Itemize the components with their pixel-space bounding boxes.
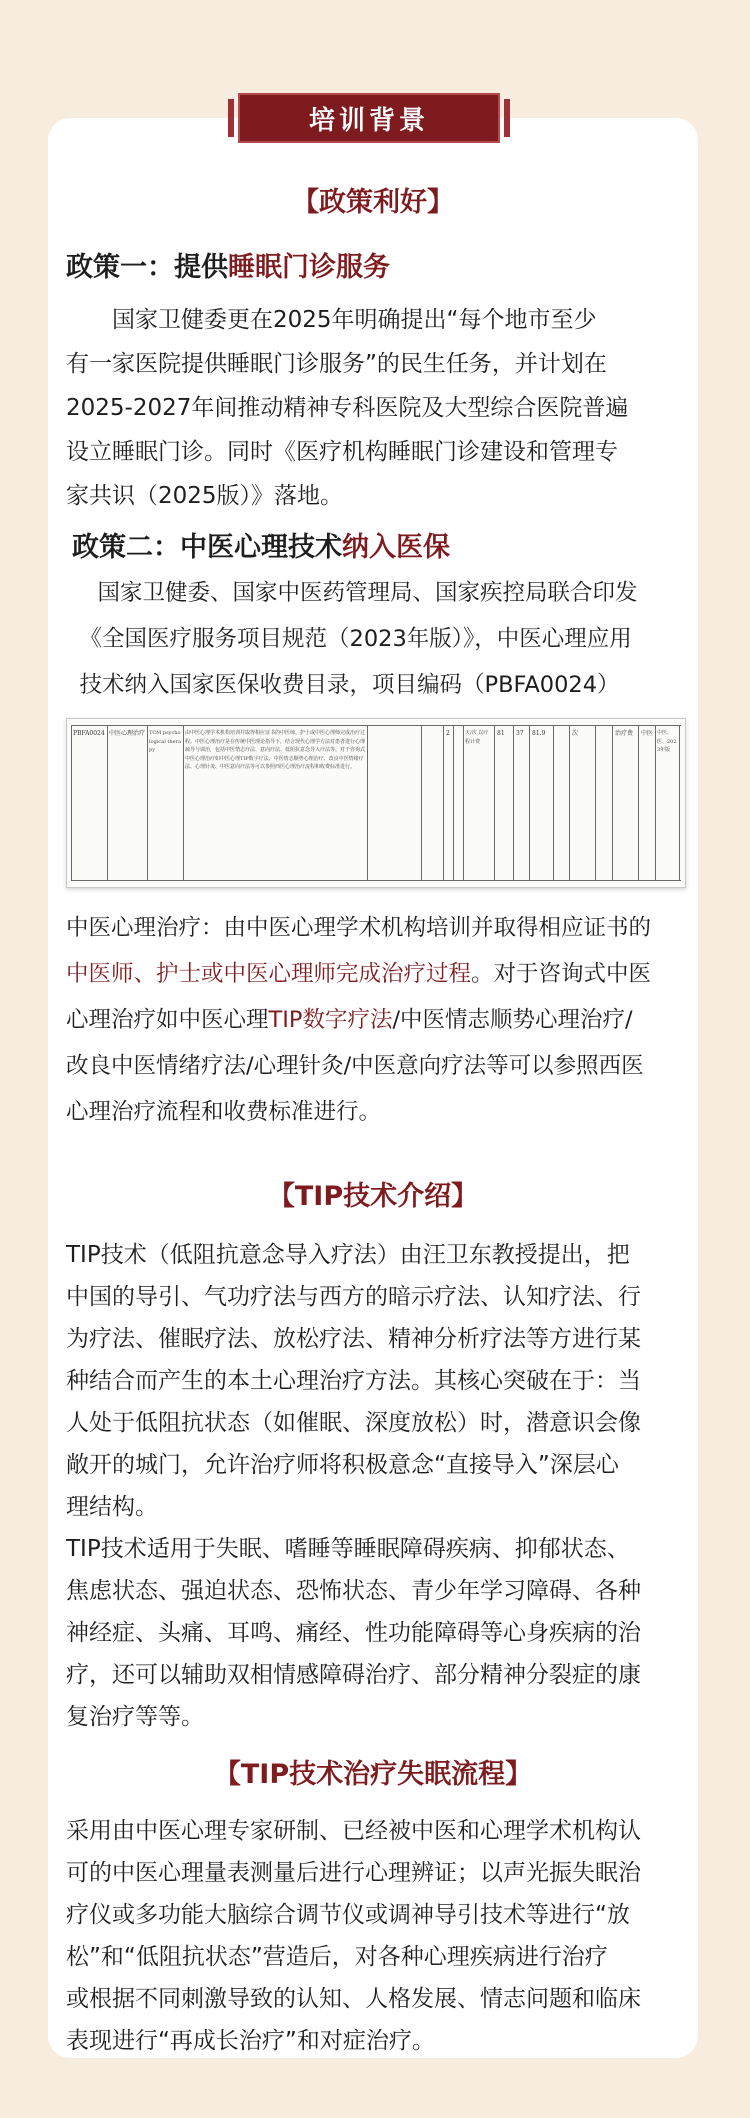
- paragraph-line: 疗仪或多功能大脑综合调节仪或调神导引技术等进行“放: [66, 1902, 630, 1928]
- policy-one-heading: [66, 245, 390, 284]
- tip-insomnia-flow-paragraph: [66, 1810, 684, 2062]
- paragraph-line: 技术纳入国家医保收费目录，项目编码（PBFA0024）: [79, 672, 620, 698]
- paragraph-line: [66, 1043, 684, 1089]
- paragraph-line: 采用由中医心理专家研制、已经被中医和心理学术机构认: [66, 1818, 641, 1844]
- policy-two-paragraph: [66, 570, 684, 708]
- table-value: 天/次 以疗程计费: [465, 730, 489, 745]
- table-value: 治疗费: [615, 730, 634, 737]
- paragraph-line: 国家卫健委、国家中医药管理局、国家疾控局联合印发: [97, 580, 638, 606]
- paragraph-line: 种结合而产生的本土心理治疗方法。其核心突破在于：当: [66, 1368, 641, 1394]
- paragraph-line: 敞开的城门，允许治疗师将积极意念“直接导入”深层心: [66, 1452, 619, 1478]
- highlight-run: TIP数字疗法: [268, 1007, 393, 1033]
- highlight-run: 中医师、护士或中医心理师完成治疗过程: [66, 961, 472, 987]
- text-run: /中医情志顺势心理治疗/: [392, 1007, 633, 1033]
- paragraph-line: 《全国医疗服务项目规范（2023年版）》，中医心理应用: [79, 626, 632, 652]
- policy-two-prefix: 政策二：中医心理技术: [72, 532, 342, 563]
- policy-one-prefix: 政策一：提供: [66, 252, 228, 283]
- paragraph-line: [66, 905, 684, 951]
- table-en-name: TCM psychological therapy: [149, 730, 181, 753]
- table-value: 81: [497, 730, 505, 737]
- paragraph-line: 或根据不同刺激导致的认知、人格发展、情志问题和临床: [66, 1986, 641, 2012]
- tip-insomnia-flow-title: 【TIP技术治疗失眠流程】: [213, 1759, 533, 1790]
- policy-two-highlight: 纳入医保: [342, 532, 450, 563]
- table-value: 81.9: [532, 730, 546, 737]
- paragraph-line: 表现进行“再成长治疗”和对症治疗。: [66, 2028, 435, 2054]
- text-run: 改良中医情绪疗法/心理针灸/中医意向疗法等可以参照西医: [66, 1053, 644, 1079]
- table-code: PBFA0024: [73, 730, 105, 737]
- policy-section-title: 【政策利好】: [292, 187, 454, 218]
- fee-table-image: [66, 718, 686, 888]
- paragraph-line: 为疗法、催眠疗法、放松疗法、精神分析疗法等方进行某: [66, 1326, 641, 1352]
- paragraph-line: [66, 997, 684, 1043]
- paragraph-line: TIP技术适用于失眠、嗜睡等睡眠障碍疾病、抑郁状态、: [66, 1536, 630, 1562]
- policy-one-highlight: 睡眠门诊服务: [228, 252, 390, 283]
- paragraph-line: 理结构。: [66, 1494, 158, 1520]
- paragraph-line: 焦虑状态、强迫状态、恐怖状态、青少年学习障碍、各种: [66, 1578, 641, 1604]
- policy-one-paragraph: [66, 298, 684, 518]
- tcm-therapy-paragraph: [66, 905, 684, 1135]
- paragraph-line: 有一家医院提供睡眠门诊服务”的民生任务，并计划在: [66, 351, 607, 377]
- table-content: 由中医心理学术机构培训并取得相应证书的中医师、护士或中医心理师完成治疗过程。中医心理治疗是在传统中医理论指导下，结合现代心理学方法对患者进行心理疏导与调治，包括中医情志疗法、意向疗法、低阻抗意念导入疗法等。对于咨询式中医心理治疗如中医心理TIP数字疗法、中医情志顺势心理治疗、改良中医情绪疗法、心理针灸、中医意向疗法等可以参照西医心理治疗流程和收费标准进行。: [185, 730, 366, 770]
- paragraph-line: 人处于低阻抗状态（如催眠、深度放松）时，潜意识会像: [66, 1410, 641, 1436]
- paragraph-line: [66, 951, 684, 997]
- paragraph-line: 疗，还可以辅助双相情感障碍治疗、部分精神分裂症的康: [66, 1662, 641, 1688]
- paragraph-line: 复治疗等等。: [66, 1704, 204, 1730]
- table-value: 2: [446, 730, 450, 737]
- section-banner: [238, 93, 500, 143]
- paragraph-line: TIP技术（低阻抗意念导入疗法）由汪卫东教授提出，把: [66, 1242, 630, 1268]
- paragraph-line: 2025-2027年间推动精神专科医院及大型综合医院普遍: [66, 395, 629, 421]
- tip-intro-title: 【TIP技术介绍】: [267, 1181, 479, 1212]
- paragraph-line: 设立睡眠门诊。同时《医疗机构睡眠门诊建设和管理专: [66, 439, 618, 465]
- tip-intro-paragraph: [66, 1234, 684, 1528]
- text-run: 心理治疗流程和收费标准进行。: [66, 1099, 382, 1125]
- paragraph-line: [66, 1089, 684, 1135]
- text-run: 。对于咨询式中医: [471, 961, 652, 987]
- paragraph-line: 松”和“低阻抗状态”营造后，对各种心理疾病进行治疗: [66, 1944, 608, 1970]
- paragraph-line: 中国的导引、气功疗法与西方的暗示疗法、认知疗法、行: [66, 1284, 641, 1310]
- table-value: 中医、医、2023年版: [657, 730, 677, 753]
- table-value: 37: [516, 730, 524, 737]
- policy-two-heading: [72, 525, 450, 564]
- table-value: 中医: [641, 730, 654, 737]
- text-run: 中医心理治疗：由中医心理学术机构培训并取得相应证书的: [66, 915, 652, 941]
- text-run: 心理治疗如中医心理: [66, 1007, 269, 1033]
- table-name: 中医心理治疗: [109, 730, 146, 737]
- banner-title: 培训背景: [308, 105, 429, 136]
- paragraph-line: 神经症、头痛、耳鸣、痛经、性功能障碍等心身疾病的治: [66, 1620, 641, 1646]
- tip-indication-paragraph: [66, 1528, 684, 1738]
- paragraph-line: 可的中医心理量表测量后进行心理辨证；以声光振失眠治: [66, 1860, 641, 1886]
- paragraph-line: 家共识（2025版）》落地。: [66, 483, 344, 509]
- table-value: 次: [572, 730, 579, 737]
- paragraph-line: 国家卫健委更在2025年明确提出“每个地市至少: [112, 307, 597, 333]
